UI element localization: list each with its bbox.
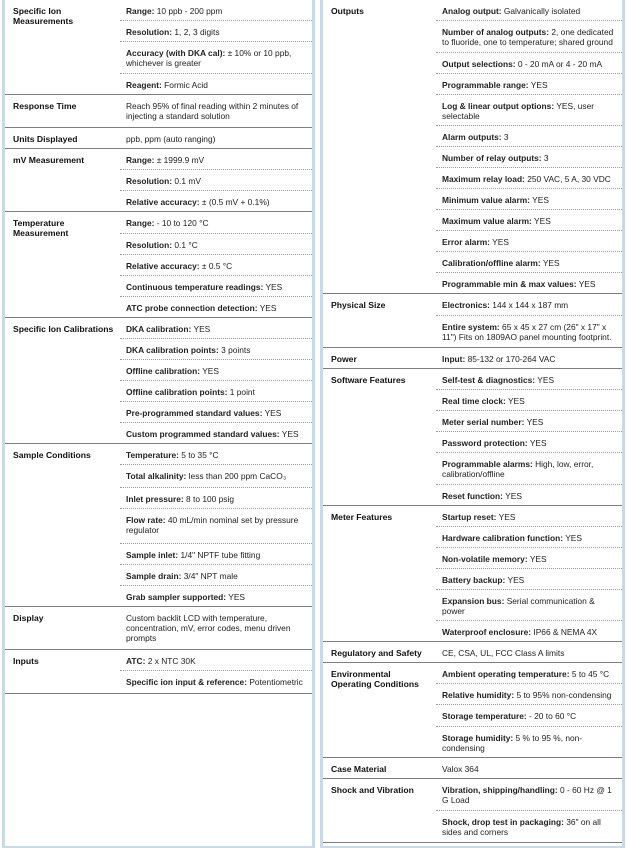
spec-row [120, 42, 312, 74]
spec-label: Input: [442, 354, 466, 364]
spec-row [436, 727, 622, 757]
spec-row [436, 53, 622, 74]
spec-section-mv-measurement [5, 149, 312, 212]
spec-row [436, 621, 622, 641]
spec-value: YES [534, 216, 551, 226]
spec-label: Shock, drop test in packaging: [442, 817, 564, 827]
spec-value: YES [264, 408, 282, 418]
spec-label: Password protection: [442, 438, 528, 448]
spec-items [436, 294, 622, 347]
spec-value: 5 to 95% non-condensing [516, 690, 612, 700]
spec-section-case-material [323, 758, 622, 779]
spec-row [436, 779, 622, 811]
spec-row [120, 149, 312, 170]
spec-section-display [5, 607, 312, 650]
spec-row [120, 170, 312, 191]
category-label: Specific Ion Calibrations [13, 324, 114, 334]
spec-value: Formic Acid [164, 80, 208, 90]
spec-label: Entire system: [442, 322, 500, 332]
spec-row [436, 0, 622, 21]
spec-row [436, 590, 622, 621]
spec-row [436, 369, 622, 390]
category-label: Response Time [13, 101, 77, 111]
spec-items [436, 348, 622, 368]
spec-value: 3 [503, 132, 509, 142]
spec-label: Log & linear output options: [442, 101, 555, 111]
spec-label: Accuracy (with DKA cal): [126, 48, 226, 58]
spec-label: Resolution: [126, 27, 173, 37]
category-label: Regulatory and Safety [331, 648, 422, 658]
spec-row [436, 74, 622, 95]
spec-label: Resolution: [126, 176, 173, 186]
spec-row [120, 544, 312, 565]
spec-section-software-features [323, 369, 622, 506]
spec-row [436, 548, 622, 569]
spec-row [120, 650, 312, 671]
category-label: Power [331, 354, 357, 364]
spec-label: Self-test & diagnostics: [442, 375, 536, 385]
category-label: Case Material [331, 764, 387, 774]
spec-value: 5 to 45 °C [571, 669, 610, 679]
spec-value: 2 x NTC 30K [147, 656, 196, 666]
spec-value: Galvanically isolated [503, 6, 581, 16]
spec-value: YES, user selectable [442, 101, 595, 121]
spec-label: Sample inlet: [126, 550, 179, 560]
spec-row [120, 671, 312, 693]
spec-items [120, 318, 312, 443]
spec-value: 2, one dedicated to fluoride, one to temperature; shared ground [442, 27, 614, 47]
spec-value: - 20 to 60 °C [529, 711, 577, 721]
spec-value: YES [193, 324, 211, 334]
spec-value: Reach 95% of final reading within 2 minutes of injecting a standard solution [126, 101, 299, 121]
spec-section-power [323, 348, 622, 369]
spec-label: Calibration/offline alarm: [442, 258, 541, 268]
spec-section-specific-ion-calibrations [5, 318, 312, 444]
spec-items [436, 369, 622, 505]
spec-value: YES [498, 512, 516, 522]
spec-value: less than 200 ppm CaCO₃ [188, 471, 287, 481]
spec-row [120, 276, 312, 297]
spec-items [436, 506, 622, 641]
spec-value: YES [537, 375, 555, 385]
spec-label: Electronics: [442, 300, 490, 310]
spec-value: 3 [543, 153, 549, 163]
spec-label: Range: [126, 6, 155, 16]
spec-value: 3/4" NPT male [183, 571, 238, 581]
spec-label: Expansion bus: [442, 596, 505, 606]
spec-row [120, 586, 312, 606]
spec-label: Sample drain: [126, 571, 182, 581]
category-label: Specific Ion Measurements [13, 6, 74, 26]
spec-value: IP66 & NEMA 4X [533, 627, 598, 637]
spec-label: Reagent: [126, 80, 162, 90]
category-label: Units Displayed [13, 134, 78, 144]
spec-row [436, 453, 622, 485]
spec-value: Custom backlit LCD with temperature, concentration, mV, error codes, menu driven prompts [126, 613, 291, 643]
spec-items [436, 779, 622, 842]
spec-row [120, 444, 312, 465]
spec-section-inputs [5, 650, 312, 694]
spec-value: 1, 2, 3 digits [174, 27, 220, 37]
spec-section-meter-features [323, 506, 622, 642]
spec-items [436, 642, 622, 662]
spec-value: ± (0.5 mV + 0.1%) [201, 197, 270, 207]
spec-row [436, 758, 622, 778]
spec-section-specific-ion-measurements [5, 0, 312, 95]
spec-value: YES [529, 554, 547, 564]
category-label: Sample Conditions [13, 450, 91, 460]
spec-row [120, 234, 312, 255]
spec-row [120, 95, 312, 127]
spec-value: YES [565, 533, 582, 543]
spec-value: 8 to 100 psig [186, 494, 235, 504]
spec-value: YES [529, 438, 547, 448]
spec-row [120, 509, 312, 544]
spec-label: Flow rate: [126, 515, 166, 525]
spec-row [120, 297, 312, 317]
spec-value: High, low, error, calibration/offline [442, 459, 594, 479]
spec-label: Waterproof enclosure: [442, 627, 532, 637]
spec-items [436, 0, 622, 293]
spec-row [436, 210, 622, 231]
spec-row [436, 506, 622, 527]
spec-items [120, 212, 312, 317]
spec-label: Temperature: [126, 450, 179, 460]
spec-section-units-displayed [5, 128, 312, 149]
spec-section-physical-size [323, 294, 622, 348]
spec-label: Alarm outputs: [442, 132, 502, 142]
right-spec-column [320, 0, 625, 848]
spec-label: DKA calibration: [126, 324, 192, 334]
spec-value: ppb, ppm (auto ranging) [126, 134, 216, 144]
spec-section-environmental-operating-conditions [323, 663, 622, 758]
spec-value: YES [265, 282, 283, 292]
spec-value: 144 x 144 x 187 mm [492, 300, 569, 310]
spec-value: 85-132 or 170-264 VAC [467, 354, 556, 364]
spec-row [436, 231, 622, 252]
spec-label: Maximum relay load: [442, 174, 525, 184]
spec-items [120, 149, 312, 211]
spec-section-temperature-measurement [5, 212, 312, 318]
spec-label: Analog output: [442, 6, 502, 16]
spec-items [436, 758, 622, 778]
spec-row [436, 642, 622, 662]
spec-row [436, 811, 622, 842]
spec-row [120, 255, 312, 276]
spec-label: Specific ion input & reference: [126, 677, 247, 687]
spec-row [436, 485, 622, 505]
spec-row [436, 168, 622, 189]
spec-value: 5 to 35 °C [181, 450, 219, 460]
spec-row [120, 423, 312, 443]
spec-row [436, 316, 622, 347]
spec-label: Inlet pressure: [126, 494, 184, 504]
spec-label: ATC: [126, 656, 146, 666]
spec-label: Programmable alarms: [442, 459, 533, 469]
spec-value: YES [542, 258, 560, 268]
spec-label: Range: [126, 218, 155, 228]
spec-label: Pre-programmed standard values: [126, 408, 263, 418]
spec-label: Real time clock: [442, 396, 506, 406]
spec-value: ± 0.5 °C [201, 261, 233, 271]
spec-row [120, 212, 312, 234]
spec-label: Meter serial number: [442, 417, 525, 427]
spec-value: Potentiometric [249, 677, 303, 687]
spec-row [120, 488, 312, 509]
spec-value: ± 10% or 10 ppb, whichever is greater [126, 48, 292, 68]
spec-row [436, 273, 622, 293]
category-label: mV Measurement [13, 155, 85, 165]
spec-items [120, 95, 312, 127]
category-label: Physical Size [331, 300, 386, 310]
spec-value: YES [526, 417, 544, 427]
spec-label: Hardware calibration function: [442, 533, 563, 543]
spec-items [120, 650, 312, 693]
spec-label: Output selections: [442, 59, 516, 69]
spec-label: Ambient operating temperature: [442, 669, 570, 679]
spec-label: DKA calibration points: [126, 345, 219, 355]
spec-items [436, 663, 622, 757]
spec-value: 250 VAC, 5 A, 30 VDC [527, 174, 611, 184]
spec-label: Resolution: [126, 240, 173, 250]
spec-value: 0 - 60 Hz @ 1 G Load [442, 785, 612, 805]
spec-row [436, 189, 622, 210]
category-label: Display [13, 613, 44, 623]
category-label: Outputs [331, 6, 364, 16]
spec-label: Relative humidity: [442, 690, 515, 700]
spec-row [436, 147, 622, 168]
spec-value: 5 % to 95 %, non-condensing [442, 733, 583, 753]
spec-value: YES [202, 366, 219, 376]
spec-value: YES [532, 195, 549, 205]
spec-row [436, 411, 622, 432]
spec-value: Valox 364 [442, 764, 479, 774]
spec-row [436, 705, 622, 727]
spec-value: YES [492, 237, 509, 247]
spec-section-sample-conditions [5, 444, 312, 607]
spec-label: Custom programmed standard values: [126, 429, 280, 439]
spec-label: ATC probe connection detection: [126, 303, 258, 313]
spec-value: 1 point [229, 387, 255, 397]
spec-row [436, 21, 622, 53]
spec-value: 0 - 20 mA or 4 - 20 mA [517, 59, 603, 69]
spec-row [436, 126, 622, 147]
spec-row [120, 74, 312, 94]
spec-items [120, 444, 312, 606]
spec-label: Total alkalinity: [126, 471, 187, 481]
spec-row [120, 21, 312, 42]
spec-value: YES [259, 303, 277, 313]
category-label: Software Features [331, 375, 406, 385]
spec-label: Number of analog outputs: [442, 27, 550, 37]
spec-label: Relative accuracy: [126, 261, 200, 271]
spec-section-outputs [323, 0, 622, 294]
spec-row [436, 390, 622, 411]
spec-items [120, 128, 312, 148]
spec-value: Serial communication & power [442, 596, 595, 616]
spec-value: - 10 to 120 °C [156, 218, 209, 228]
spec-value: CE, CSA, UL, FCC Class A limits [442, 648, 565, 658]
spec-items [120, 607, 312, 649]
spec-row [120, 402, 312, 423]
spec-value: YES [281, 429, 299, 439]
spec-label: Storage humidity: [442, 733, 514, 743]
spec-label: Range: [126, 155, 155, 165]
spec-label: Battery backup: [442, 575, 506, 585]
spec-row [436, 95, 622, 126]
category-label: Environmental Operating Conditions [331, 669, 419, 689]
spec-label: Non-volatile memory: [442, 554, 528, 564]
spec-row [120, 128, 312, 148]
spec-label: Grab sampler supported: [126, 592, 227, 602]
spec-label: Startup reset: [442, 512, 497, 522]
spec-label: Error alarm: [442, 237, 490, 247]
spec-row [120, 0, 312, 21]
spec-label: Programmable range: [442, 80, 529, 90]
spec-section-regulatory-and-safety [323, 642, 622, 663]
spec-row [436, 569, 622, 590]
spec-row [120, 339, 312, 360]
spec-value: 3 points [221, 345, 251, 355]
spec-label: Continuous temperature readings: [126, 282, 264, 292]
spec-row [436, 294, 622, 316]
spec-label: Storage temperature: [442, 711, 527, 721]
spec-label: Offline calibration: [126, 366, 200, 376]
spec-label: Relative accuracy: [126, 197, 200, 207]
spec-row [436, 348, 622, 368]
spec-value: YES [228, 592, 246, 602]
spec-row [120, 191, 312, 211]
spec-value: YES [505, 491, 522, 501]
spec-value: YES [530, 80, 548, 90]
spec-value: YES [578, 279, 596, 289]
category-label: Inputs [13, 656, 39, 666]
spec-label: Minimum value alarm: [442, 195, 530, 205]
spec-section-shock-and-vibration [323, 779, 622, 843]
spec-row [120, 360, 312, 381]
spec-value: 65 x 45 x 27 cm (26" x 17" x 11") Fits on 1809AO panel mounting footprint. [442, 322, 612, 342]
spec-row [120, 318, 312, 339]
spec-label: Maximum value alarm: [442, 216, 532, 226]
spec-row [120, 607, 312, 649]
spec-label: Programmable min & max values: [442, 279, 577, 289]
category-label: Shock and Vibration [331, 785, 414, 795]
spec-value: YES [507, 575, 525, 585]
spec-row [120, 381, 312, 402]
spec-row [120, 565, 312, 586]
spec-value: 0.1 °C [174, 240, 198, 250]
spec-row [436, 527, 622, 548]
spec-label: Offline calibration points: [126, 387, 228, 397]
category-label: Meter Features [331, 512, 393, 522]
spec-section-response-time [5, 95, 312, 128]
spec-value: 36" on all sides and corners [442, 817, 601, 837]
spec-label: Number of relay outputs: [442, 153, 542, 163]
spec-label: Reset function: [442, 491, 503, 501]
spec-label: Vibration, shipping/handling: [442, 785, 558, 795]
spec-items [120, 0, 312, 94]
spec-row [436, 684, 622, 705]
spec-value: 10 ppb - 200 ppm [156, 6, 223, 16]
category-label: Temperature Measurement [13, 218, 69, 238]
spec-row [436, 432, 622, 453]
spec-row [120, 465, 312, 488]
spec-value: ± 1999.9 mV [156, 155, 205, 165]
spec-row [436, 252, 622, 273]
spec-row [436, 663, 622, 684]
spec-value: 40 mL/min nominal set by pressure regulator [126, 515, 299, 535]
left-spec-column [2, 0, 315, 848]
spec-value: 1/4" NPTF tube fitting [180, 550, 261, 560]
spec-value: YES [507, 396, 525, 406]
spec-value: 0.1 mV [174, 176, 201, 186]
